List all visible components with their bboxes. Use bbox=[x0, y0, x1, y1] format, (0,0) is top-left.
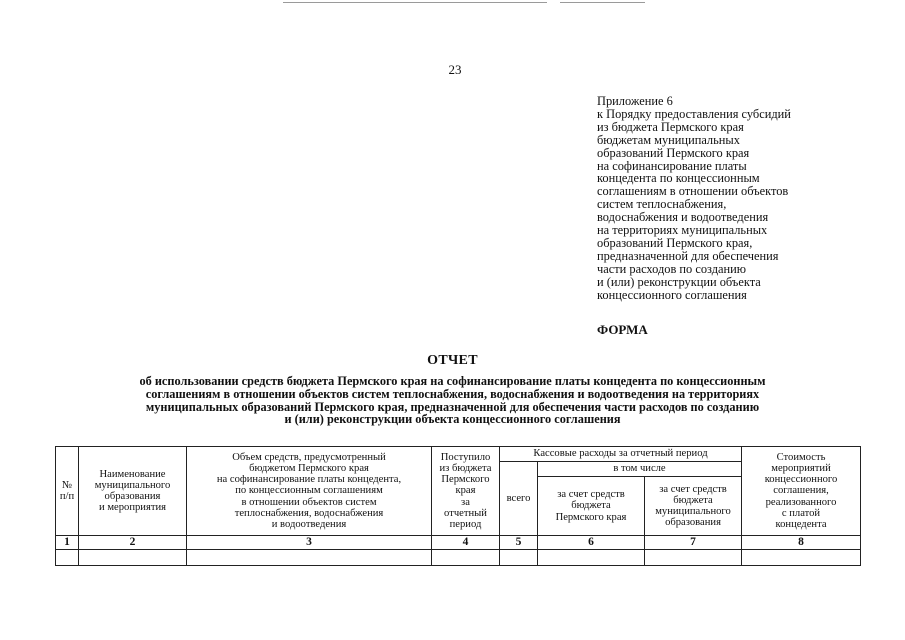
header-line: Поступило bbox=[440, 451, 491, 463]
empty-cell bbox=[500, 550, 538, 566]
report-table bbox=[55, 446, 861, 566]
header-line: Стоимость bbox=[776, 451, 826, 463]
appendix-line: к Порядку предоставления субсидий bbox=[597, 106, 791, 121]
header-line: мероприятий bbox=[771, 462, 831, 474]
report-title: ОТЧЕТ bbox=[427, 353, 478, 368]
column-number-cell: 4 bbox=[432, 536, 500, 550]
empty-cell bbox=[187, 550, 432, 566]
top-scan-line bbox=[283, 2, 547, 3]
header-line: по концессионным соглашениям bbox=[235, 485, 383, 497]
header-line: Объем средств, предусмотренный bbox=[232, 451, 386, 463]
column-number-cell: 5 bbox=[500, 536, 538, 550]
column-number-cell: 1 bbox=[56, 536, 79, 550]
appendix-line: предназначенной для обеспечения bbox=[597, 248, 779, 263]
header-including: в том числе bbox=[538, 462, 742, 477]
appendix-line: бюджетам муниципальных bbox=[597, 132, 740, 147]
header-volume bbox=[187, 447, 432, 536]
empty-cell bbox=[742, 550, 861, 566]
empty-cell bbox=[538, 550, 645, 566]
empty-cell bbox=[79, 550, 187, 566]
header-cost bbox=[742, 447, 861, 536]
header-line: бюджета bbox=[673, 494, 713, 506]
empty-cell bbox=[56, 550, 79, 566]
header-line: п/п bbox=[59, 491, 75, 502]
header-line: Наименование bbox=[99, 468, 166, 480]
header-line: Пермского bbox=[441, 474, 490, 486]
top-scan-line bbox=[560, 2, 645, 3]
appendix-line: образований Пермского края bbox=[597, 145, 750, 160]
appendix-line: и (или) реконструкции объекта bbox=[597, 274, 761, 289]
header-line: отчетный bbox=[444, 507, 487, 519]
header-line: с платой bbox=[781, 507, 821, 519]
report-subtitle-line: соглашениям в отношении объектов систем теплоснабжения, водоснабжения и водоотведения на территориях bbox=[145, 386, 760, 401]
appendix-line: Приложение 6 bbox=[597, 94, 673, 108]
report-subtitle bbox=[40, 375, 865, 426]
header-line: концедента bbox=[775, 519, 827, 530]
appendix-line: систем теплоснабжения, bbox=[597, 197, 727, 212]
header-num bbox=[56, 447, 79, 536]
header-line: бюджета bbox=[571, 500, 611, 512]
header-line: соглашения, bbox=[773, 485, 829, 497]
appendix-line: на территориях муниципальных bbox=[597, 223, 768, 238]
header-line: концессионного bbox=[764, 474, 838, 486]
column-number-cell: 3 bbox=[187, 536, 432, 550]
header-line: за bbox=[461, 496, 470, 508]
header-line: в отношении объектов систем bbox=[241, 496, 377, 508]
appendix-block bbox=[597, 95, 897, 302]
header-total: всего bbox=[500, 462, 538, 536]
page-number: 23 bbox=[448, 62, 462, 77]
empty-cell bbox=[432, 550, 500, 566]
header-line: на софинансирование платы концедента, bbox=[216, 474, 402, 486]
empty-cell bbox=[645, 550, 742, 566]
column-number-cell: 8 bbox=[742, 536, 861, 550]
header-line: муниципального bbox=[655, 506, 731, 517]
header-line: края bbox=[455, 485, 476, 497]
report-subtitle-line: и (или) реконструкции объекта концессионного соглашения bbox=[284, 412, 621, 427]
appendix-line: из бюджета Пермского края bbox=[597, 119, 744, 134]
header-line: и водоотведения bbox=[271, 519, 347, 530]
header-line: муниципального bbox=[94, 479, 171, 491]
report-subtitle-line: об использовании средств бюджета Пермского края на софинансирование платы концедента по концессионным bbox=[139, 374, 766, 388]
header-name bbox=[79, 447, 187, 536]
appendix-line: водоснабжения и водоотведения bbox=[597, 210, 769, 225]
appendix-line: части расходов по созданию bbox=[597, 261, 747, 276]
column-number-cell: 2 bbox=[79, 536, 187, 550]
header-line: Пермского края bbox=[555, 511, 627, 523]
header-regional-budget bbox=[538, 477, 645, 536]
header-line: теплоснабжения, водоснабжения bbox=[234, 507, 384, 519]
header-line: реализованного bbox=[765, 496, 837, 508]
header-cash-expenses: Кассовые расходы за отчетный период bbox=[500, 447, 742, 462]
appendix-line: концедента по концессионным bbox=[597, 171, 760, 186]
appendix-line: образований Пермского края, bbox=[597, 235, 753, 250]
header-line: № bbox=[61, 479, 73, 491]
appendix-line: на софинансирование платы bbox=[597, 158, 747, 173]
forma-label: ФОРМА bbox=[597, 322, 648, 337]
header-line: образования bbox=[665, 517, 721, 529]
header-received bbox=[432, 447, 500, 536]
header-line: за счет средств bbox=[557, 489, 625, 501]
header-municipal-budget bbox=[645, 477, 742, 536]
header-line: за счет средств bbox=[659, 483, 727, 495]
header-line: и мероприятия bbox=[99, 502, 166, 514]
appendix-line: соглашениям в отношении объектов bbox=[597, 184, 789, 199]
column-number-cell: 6 bbox=[538, 536, 645, 550]
header-line: образования bbox=[104, 491, 161, 502]
header-line: из бюджета bbox=[439, 462, 492, 474]
appendix-line: концессионного соглашения bbox=[597, 287, 747, 302]
header-line: период bbox=[449, 519, 482, 530]
report-subtitle-line: муниципальных образований Пермского края, предназначенной для обеспечения части расходов по созданию bbox=[145, 399, 760, 414]
header-line: бюджетом Пермского края bbox=[249, 462, 369, 474]
column-number-cell: 7 bbox=[645, 536, 742, 550]
